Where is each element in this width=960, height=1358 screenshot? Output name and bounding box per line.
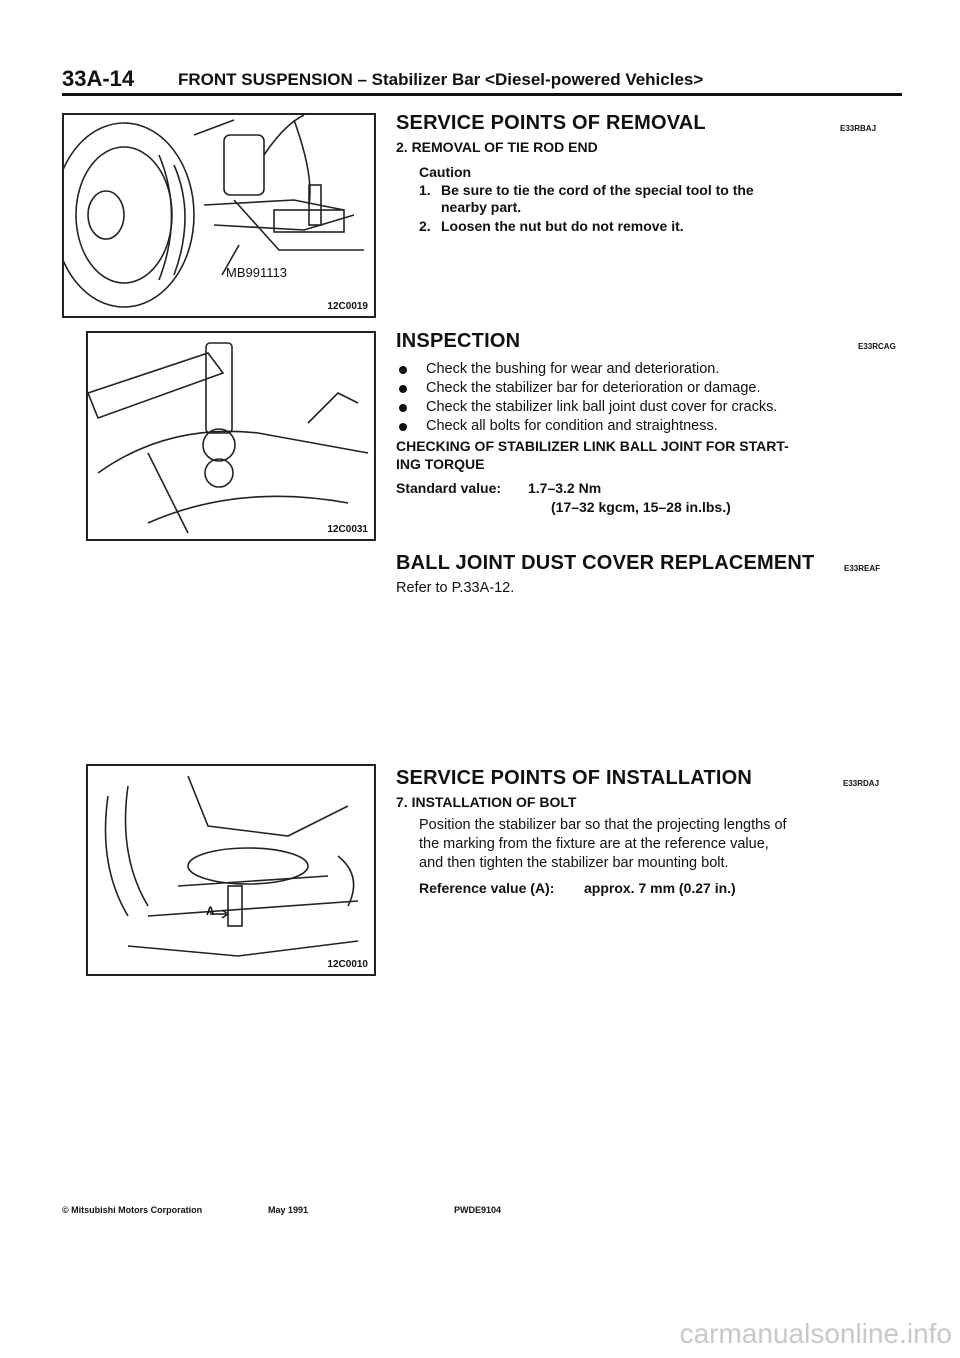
watermark: carmanualsonline.info <box>679 1318 952 1349</box>
publication-date: May 1991 <box>268 1205 309 1215</box>
dust-cover-reference: Refer to P.33A-12. <box>396 580 515 596</box>
tie-rod-illustration <box>64 115 374 316</box>
list-item: Check all bolts for condition and straightness. <box>396 417 906 436</box>
caution-item-1-cont: nearby part. <box>441 199 522 215</box>
page-header <box>62 66 902 96</box>
inspection-heading: INSPECTION <box>396 330 521 352</box>
copyright: © Mitsubishi Motors Corporation <box>62 1205 203 1215</box>
installation-para-3: and then tighten the stabilizer bar mounting bolt. <box>419 855 729 871</box>
document-code: PWDE9104 <box>454 1205 502 1215</box>
list-item: Check the stabilizer bar for deterioration or damage. <box>396 379 906 398</box>
standard-value-label: Standard value: <box>396 480 502 496</box>
caution-item-1: 1. Be sure to tie the cord of the special tool to the <box>419 182 754 198</box>
page-title: FRONT SUSPENSION – Stabilizer Bar <Diesel-powered Vehicles> <box>178 70 704 89</box>
removal-step: 2. REMOVAL OF TIE ROD END <box>396 139 598 155</box>
caution-item-2: 2. Loosen the nut but do not remove it. <box>419 218 684 234</box>
installation-para-2: the marking from the fixture are at the reference value, <box>419 836 769 852</box>
figure-tie-rod-removal <box>62 113 376 318</box>
special-tool-label: MB991113 <box>226 265 287 280</box>
installation-para-1: Position the stabilizer bar so that the projecting lengths of <box>419 817 787 833</box>
reference-value: approx. 7 mm (0.27 in.) <box>584 880 736 896</box>
list-item: Check the bushing for wear and deterioration. <box>396 360 906 379</box>
page-number: 33A-14 <box>62 66 135 91</box>
list-item: Check the stabilizer link ball joint dust cover for cracks. <box>396 398 906 417</box>
stabilizer-link-illustration <box>88 333 374 539</box>
figure-stabilizer-link <box>86 331 376 541</box>
caution-label: Caution <box>419 164 472 180</box>
figure-code: 12C0019 <box>327 301 368 312</box>
dimension-label-a: A <box>206 904 215 918</box>
torque-subheading-line1: CHECKING OF STABILIZER LINK BALL JOINT FOR START- <box>396 438 789 454</box>
removal-code: E33RBAJ <box>840 124 877 133</box>
dust-cover-code: E33REAF <box>844 564 881 573</box>
installation-step: 7. INSTALLATION OF BOLT <box>396 794 577 810</box>
bolt-installation-illustration <box>88 766 374 974</box>
dust-cover-heading: BALL JOINT DUST COVER REPLACEMENT <box>396 552 815 574</box>
figure-bolt-installation <box>86 764 376 976</box>
installation-heading: SERVICE POINTS OF INSTALLATION <box>396 767 753 789</box>
inspection-code: E33RCAG <box>858 342 896 351</box>
standard-value-alt: (17–32 kgcm, 15–28 in.lbs.) <box>551 499 731 515</box>
reference-value-label: Reference value (A): <box>419 880 555 896</box>
header-rule <box>62 93 902 96</box>
figure-code: 12C0031 <box>327 524 368 535</box>
figure-code: 12C0010 <box>327 959 368 970</box>
inspection-list <box>396 360 906 436</box>
installation-code: E33RDAJ <box>843 779 880 788</box>
removal-heading: SERVICE POINTS OF REMOVAL <box>396 112 706 134</box>
torque-subheading-line2: ING TORQUE <box>396 456 485 472</box>
standard-value: 1.7–3.2 Nm <box>528 480 602 496</box>
